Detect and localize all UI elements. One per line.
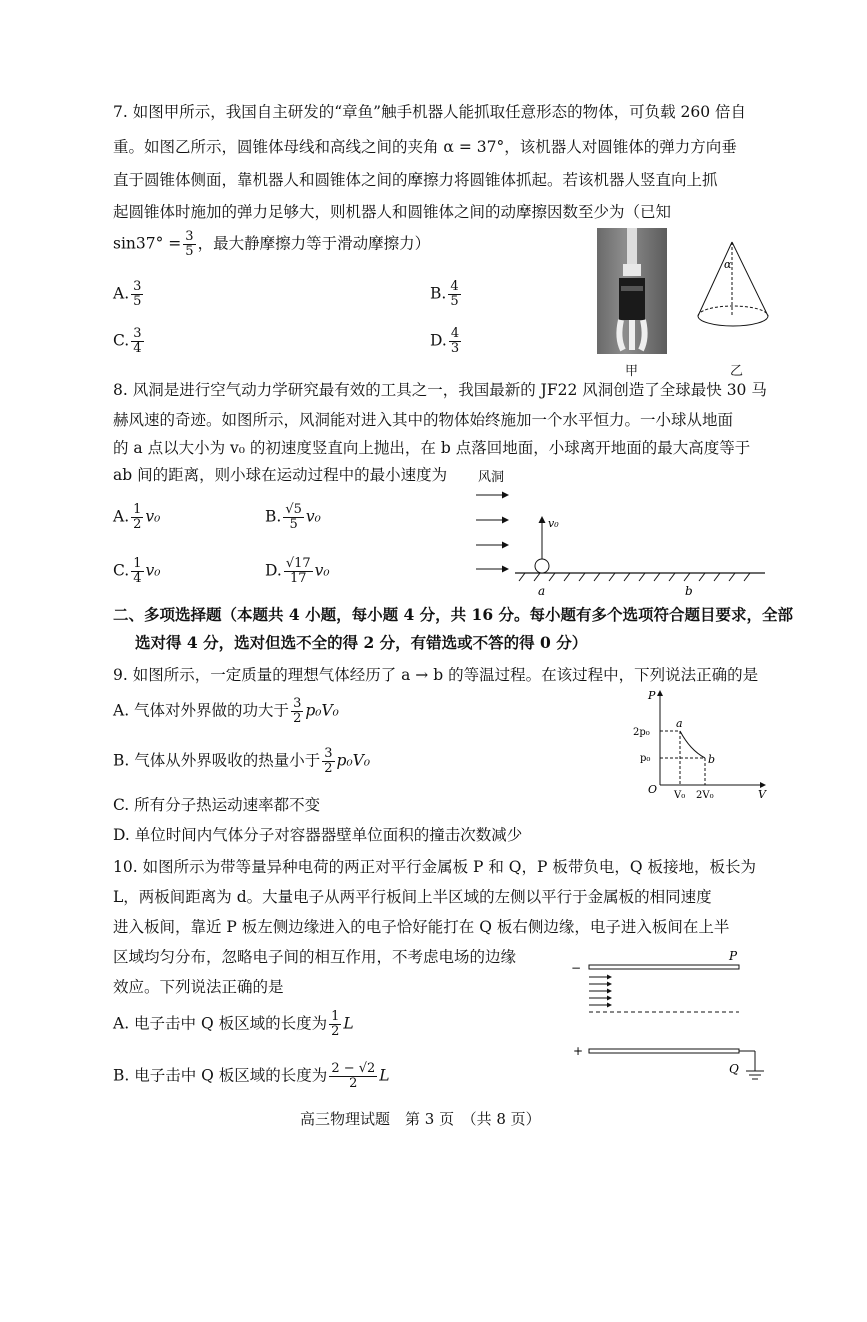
q8-line-3: 的 a 点以大小为 v₀ 的初速度竖直向上抛出，在 b 点落回地面，小球离开地面的最大高度等于 bbox=[113, 439, 751, 457]
alpha-label: α bbox=[724, 258, 732, 271]
q9-option-d[interactable]: D. 单位时间内气体分子对容器器壁单位面积的撞击次数减少 bbox=[113, 826, 523, 844]
point-b-label: b bbox=[685, 584, 693, 598]
isotherm-curve bbox=[680, 731, 705, 758]
q7-line-3: 直于圆锥体侧面，靠机器人和圆锥体之间的摩擦力将圆锥体抓起。若该机器人竖直向上抓 bbox=[113, 171, 718, 189]
plate-q bbox=[589, 1049, 739, 1053]
section2-line-1: 二、多项选择题（本题共 4 小题，每小题 4 分，共 16 分。每小题有多个选项符合题目要求，全部 bbox=[113, 605, 794, 624]
electron-beam bbox=[589, 977, 611, 1005]
q8-option-d[interactable]: D. $\frac{√17}{17}$ v₀ bbox=[265, 556, 330, 586]
q9-line-1: 9. 如图所示，一定质量的理想气体经历了 a → b 的等温过程。在该过程中，下列说法正确的是 bbox=[113, 666, 759, 684]
q8-option-a[interactable]: A. $\frac{1}{2}$ v₀ bbox=[113, 502, 161, 532]
q7-line-1: 7. 如图甲所示，我国自主研发的“章鱼”触手机器人能抓取任意形态的物体，可负载 260 倍自 bbox=[113, 103, 747, 121]
robot-photo bbox=[597, 228, 667, 354]
tick-2p0: 2p₀ bbox=[633, 727, 650, 738]
tick-2v0: 2V₀ bbox=[696, 790, 714, 801]
wind-label: 风洞 bbox=[478, 470, 505, 485]
q8-option-b[interactable]: B. $\frac{√5}{5}$ v₀ bbox=[265, 502, 321, 532]
q9-option-c[interactable]: C. 所有分子热运动速率都不变 bbox=[113, 796, 321, 814]
q10-line-5: 效应。下列说法正确的是 bbox=[113, 978, 284, 996]
plus-sign: + bbox=[573, 1044, 584, 1058]
q9-option-b[interactable]: B. 气体从外界吸收的热量小于 $\frac{3}{2}$ p₀V₀ bbox=[113, 746, 371, 776]
ground-symbol bbox=[739, 1051, 764, 1079]
q10-option-a[interactable]: A. 电子击中 Q 板区域的长度为 $\frac{1}{2}$ L bbox=[113, 1009, 354, 1039]
q7-option-d[interactable]: D. $\frac{4}{3}$ bbox=[430, 326, 460, 356]
q9-option-a[interactable]: A. 气体对外界做的功大于 $\frac{3}{2}$ p₀V₀ bbox=[113, 696, 339, 726]
q8-line-4: ab 间的距离，则小球在运动过程中的最小速度为 bbox=[113, 466, 448, 484]
v0-label: v₀ bbox=[548, 517, 559, 530]
pv-graph bbox=[630, 685, 780, 803]
p-axis-label: P bbox=[648, 689, 656, 702]
figure-yi-caption: 乙 bbox=[730, 364, 744, 379]
q10-line-1: 10. 如图所示为带等量异种电荷的两正对平行金属板 P 和 Q，P 板带负电，Q 板接地，板长为 bbox=[113, 858, 756, 876]
v-axis-label: V bbox=[758, 788, 766, 801]
parallel-plates-diagram bbox=[565, 945, 775, 1085]
q8-line-1: 8. 风洞是进行空气动力学研究最有效的工具之一，我国最新的 JF22 风洞创造了全球最快 30 马 bbox=[113, 381, 767, 399]
q7-line-5: sin37° = $\frac{3}{5}$ ，最大静摩擦力等于滑动摩擦力） bbox=[113, 229, 431, 259]
plate-p bbox=[589, 965, 739, 969]
q7-option-b[interactable]: B. $\frac{4}{5}$ bbox=[430, 279, 459, 309]
q8-option-c[interactable]: C. $\frac{1}{4}$ v₀ bbox=[113, 556, 161, 586]
tick-v0: V₀ bbox=[674, 790, 686, 801]
origin-label: O bbox=[648, 783, 658, 796]
q10-line-3: 进入板间，靠近 P 板左侧边缘进入的电子恰好能打在 Q 板右侧边缘，电子进入板间在上半 bbox=[113, 918, 730, 936]
state-a-label: a bbox=[676, 717, 683, 730]
q10-line-4: 区域均匀分布，忽略电子间的相互作用，不考虑电场的边缘 bbox=[113, 948, 517, 966]
robot-illustration bbox=[597, 228, 667, 354]
q10-option-b[interactable]: B. 电子击中 Q 板区域的长度为 $\frac{2 - √2}{2}$ L bbox=[113, 1061, 390, 1091]
q7-line-2: 重。如图乙所示，圆锥体母线和高线之间的夹角 α = 37°，该机器人对圆锥体的弹力方向垂 bbox=[113, 138, 737, 156]
section2-line-2: 选对得 4 分，选对但选不全的得 2 分，有错选或不答的得 0 分） bbox=[135, 633, 588, 652]
q7-option-c[interactable]: C. $\frac{3}{4}$ bbox=[113, 326, 142, 356]
plate-q-label: Q bbox=[729, 1062, 739, 1076]
q8-line-2: 赫风速的奇迹。如图所示，风洞能对进入其中的物体始终施加一个水平恒力。一小球从地面 bbox=[113, 411, 734, 429]
page-footer: 高三物理试题 第 3 页 （共 8 页） bbox=[300, 1110, 541, 1128]
ground-hatching bbox=[519, 573, 750, 581]
plate-p-label: P bbox=[729, 949, 738, 963]
q7-option-a[interactable]: A. $\frac{3}{5}$ bbox=[113, 279, 142, 309]
q7-line-4: 起圆锥体时施加的弹力足够大，则机器人和圆锥体之间的动摩擦因数至少为（已知 bbox=[113, 203, 672, 221]
ball bbox=[535, 559, 549, 573]
figure-jia-caption: 甲 bbox=[625, 364, 639, 379]
q10-line-2: L，两板间距离为 d。大量电子从两平行板间上半区域的左侧以平行于金属板的相同速度 bbox=[113, 888, 712, 906]
wind-tunnel-diagram bbox=[470, 465, 770, 600]
state-b-label: b bbox=[708, 753, 716, 766]
cone-diagram bbox=[690, 238, 780, 338]
point-a-label: a bbox=[538, 584, 546, 598]
minus-sign: − bbox=[571, 961, 582, 975]
tick-p0: p₀ bbox=[640, 753, 651, 764]
